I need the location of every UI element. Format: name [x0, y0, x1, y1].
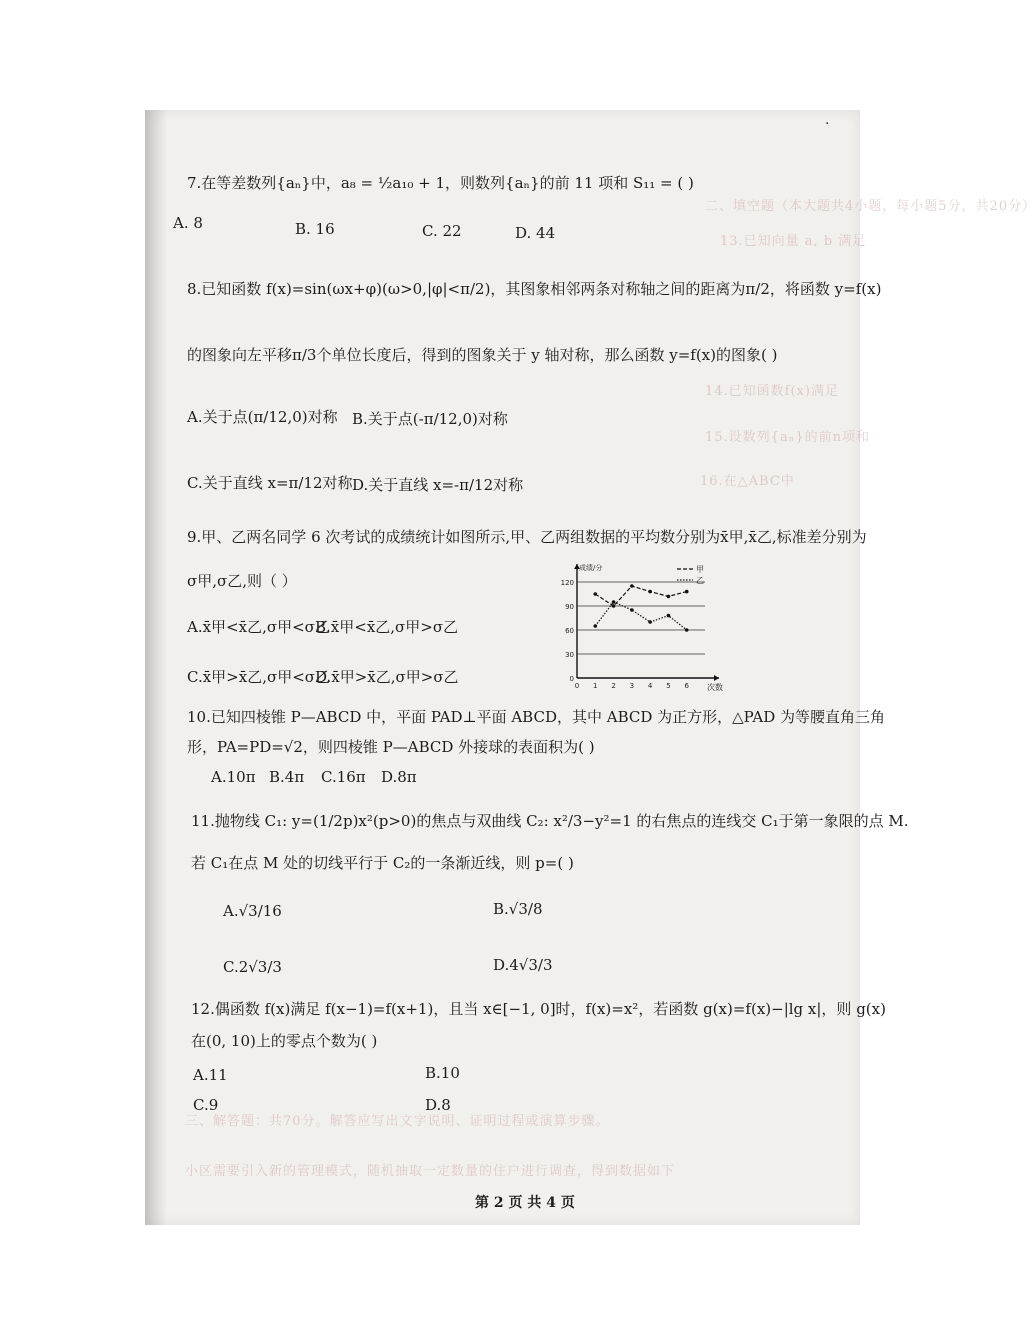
question-8-option-c[interactable]: C.关于直线 x=π/12对称	[187, 474, 353, 492]
question-9-stem-line-1: 9.甲、乙两名同学 6 次考试的成绩统计如图所示,甲、乙两组数据的平均数分别为x̄甲,x̄乙,标准差分别为	[187, 528, 867, 546]
question-12-option-b[interactable]: B.10	[425, 1064, 460, 1082]
question-10-option-a[interactable]: A.10π	[211, 768, 256, 786]
speck: ·	[825, 116, 830, 132]
question-9-option-c[interactable]: C.x̄甲>x̄乙,σ甲<σ乙	[187, 668, 331, 686]
bleed-text: 14.已知函数f(x)满足	[705, 384, 839, 399]
legend-label: 甲	[696, 565, 704, 574]
y-tick-label: 0	[569, 675, 574, 683]
data-point	[612, 604, 616, 608]
question-12-stem-line-2: 在(0, 10)上的零点个数为( )	[191, 1032, 378, 1050]
x-tick-label: 5	[666, 682, 671, 690]
question-10-option-d[interactable]: D.8π	[381, 768, 417, 786]
data-point	[630, 584, 634, 588]
question-10-option-c[interactable]: C.16π	[321, 768, 366, 786]
x-tick-label: 0	[574, 682, 580, 690]
series-line-jia	[595, 586, 686, 606]
data-point	[667, 595, 671, 599]
question-12-option-c[interactable]: C.9	[193, 1096, 219, 1114]
bleed-text: 三、解答题：共70分。解答应写出文字说明、证明过程或演算步骤。	[185, 1114, 610, 1129]
question-11-stem-line-1: 11.抛物线 C₁: y=(1/2p)x²(p>0)的焦点与双曲线 C₂: x²/3−y²=1 的右焦点的连线交 C₁于第一象限的点 M.	[191, 812, 909, 830]
question-12-option-a[interactable]: A.11	[193, 1066, 228, 1084]
question-8-option-a[interactable]: A.关于点(π/12,0)对称	[187, 408, 338, 426]
bleed-text: 13.已知向量 a, b 满足	[720, 234, 867, 249]
question-11-option-d[interactable]: D.4√3/3	[493, 956, 553, 974]
x-axis-arrow	[714, 675, 719, 681]
x-axis-title: 次数	[707, 683, 723, 692]
data-point	[648, 620, 652, 624]
question-10-option-b[interactable]: B.4π	[269, 768, 305, 786]
question-10-stem-line-2: 形，PA=PD=√2，则四棱锥 P—ABCD 外接球的表面积为( )	[187, 738, 595, 756]
question-7-option-d[interactable]: D. 44	[515, 224, 556, 242]
question-12-option-d[interactable]: D.8	[425, 1096, 451, 1114]
question-9-option-b[interactable]: B.x̄甲<x̄乙,σ甲>σ乙	[315, 618, 459, 636]
question-11-stem-line-2: 若 C₁在点 M 处的切线平行于 C₂的一条渐近线，则 p=( )	[191, 854, 574, 872]
data-point	[685, 590, 689, 594]
question-8-option-b[interactable]: B.关于点(-π/12,0)对称	[352, 410, 508, 428]
question-8-stem-line-1: 8.已知函数 f(x)=sin(ωx+φ)(ω>0,|φ|<π/2)，其图象相邻两条对称轴之间的距离为π/2，将函数 y=f(x)	[187, 280, 882, 298]
data-point	[648, 590, 652, 594]
question-9-option-a[interactable]: A.x̄甲<x̄乙,σ甲<σ乙	[187, 618, 330, 636]
exam-page	[145, 110, 1036, 1225]
y-tick-label: 60	[565, 627, 574, 635]
data-point	[593, 624, 597, 628]
y-axis-title: 成绩/分	[579, 564, 603, 572]
question-9-option-d[interactable]: D.x̄甲>x̄乙,σ甲>σ乙	[315, 668, 459, 686]
question-11-option-a[interactable]: A.√3/16	[223, 902, 282, 920]
question-7-option-b[interactable]: B. 16	[295, 220, 335, 238]
question-11-option-c[interactable]: C.2√3/3	[223, 958, 282, 976]
question-7-stem: 7.在等差数列{aₙ}中，a₈ = ½a₁₀ + 1，则数列{aₙ}的前 11 项和 S₁₁ = ( )	[187, 174, 694, 192]
y-tick-label: 120	[560, 579, 574, 587]
question-12-stem-line-1: 12.偶函数 f(x)满足 f(x−1)=f(x+1)，且当 x∈[−1, 0]时，f(x)=x²，若函数 g(x)=f(x)−|lg x|，则 g(x)	[191, 1000, 886, 1018]
question-11-option-b[interactable]: B.√3/8	[493, 900, 543, 918]
question-8-option-d[interactable]: D.关于直线 x=-π/12对称	[352, 476, 524, 494]
question-10-stem-line-1: 10.已知四棱锥 P—ABCD 中，平面 PAD⊥平面 ABCD，其中 ABCD 为正方形，△PAD 为等腰直角三角	[187, 708, 886, 726]
bleed-text: 16.在△ABC中	[700, 474, 795, 489]
score-line-chart	[555, 560, 735, 700]
page-number: 第 2 页 共 4 页	[475, 1195, 575, 1211]
y-tick-label: 30	[565, 651, 574, 659]
data-point	[667, 614, 671, 618]
legend-label: 乙	[696, 576, 704, 585]
x-tick-label: 2	[611, 682, 616, 690]
data-point	[593, 592, 597, 596]
y-tick-label: 90	[565, 603, 574, 611]
bleed-text: 二、填空题（本大题共4小题，每小题5分，共20分）	[705, 199, 1036, 214]
x-tick-label: 4	[647, 682, 653, 690]
bleed-text: 小区需要引入新的管理模式，随机抽取一定数量的住户进行调查，得到数据如下	[185, 1164, 676, 1179]
data-point	[612, 600, 616, 604]
question-7-option-c[interactable]: C. 22	[422, 222, 462, 240]
data-point	[685, 628, 689, 632]
question-8-stem-line-2: 的图象向左平移π/3个单位长度后，得到的图象关于 y 轴对称，那么函数 y=f(x)的图象( )	[187, 346, 778, 364]
x-tick-label: 3	[629, 682, 635, 690]
x-tick-label: 6	[684, 682, 689, 690]
x-tick-label: 1	[593, 682, 598, 690]
data-point	[630, 608, 634, 612]
bleed-text: 15.设数列{aₙ}的前n项和	[705, 430, 870, 445]
question-9-stem-line-2: σ甲,σ乙,则（ ）	[187, 572, 297, 590]
question-7-option-a[interactable]: A. 8	[173, 214, 203, 232]
